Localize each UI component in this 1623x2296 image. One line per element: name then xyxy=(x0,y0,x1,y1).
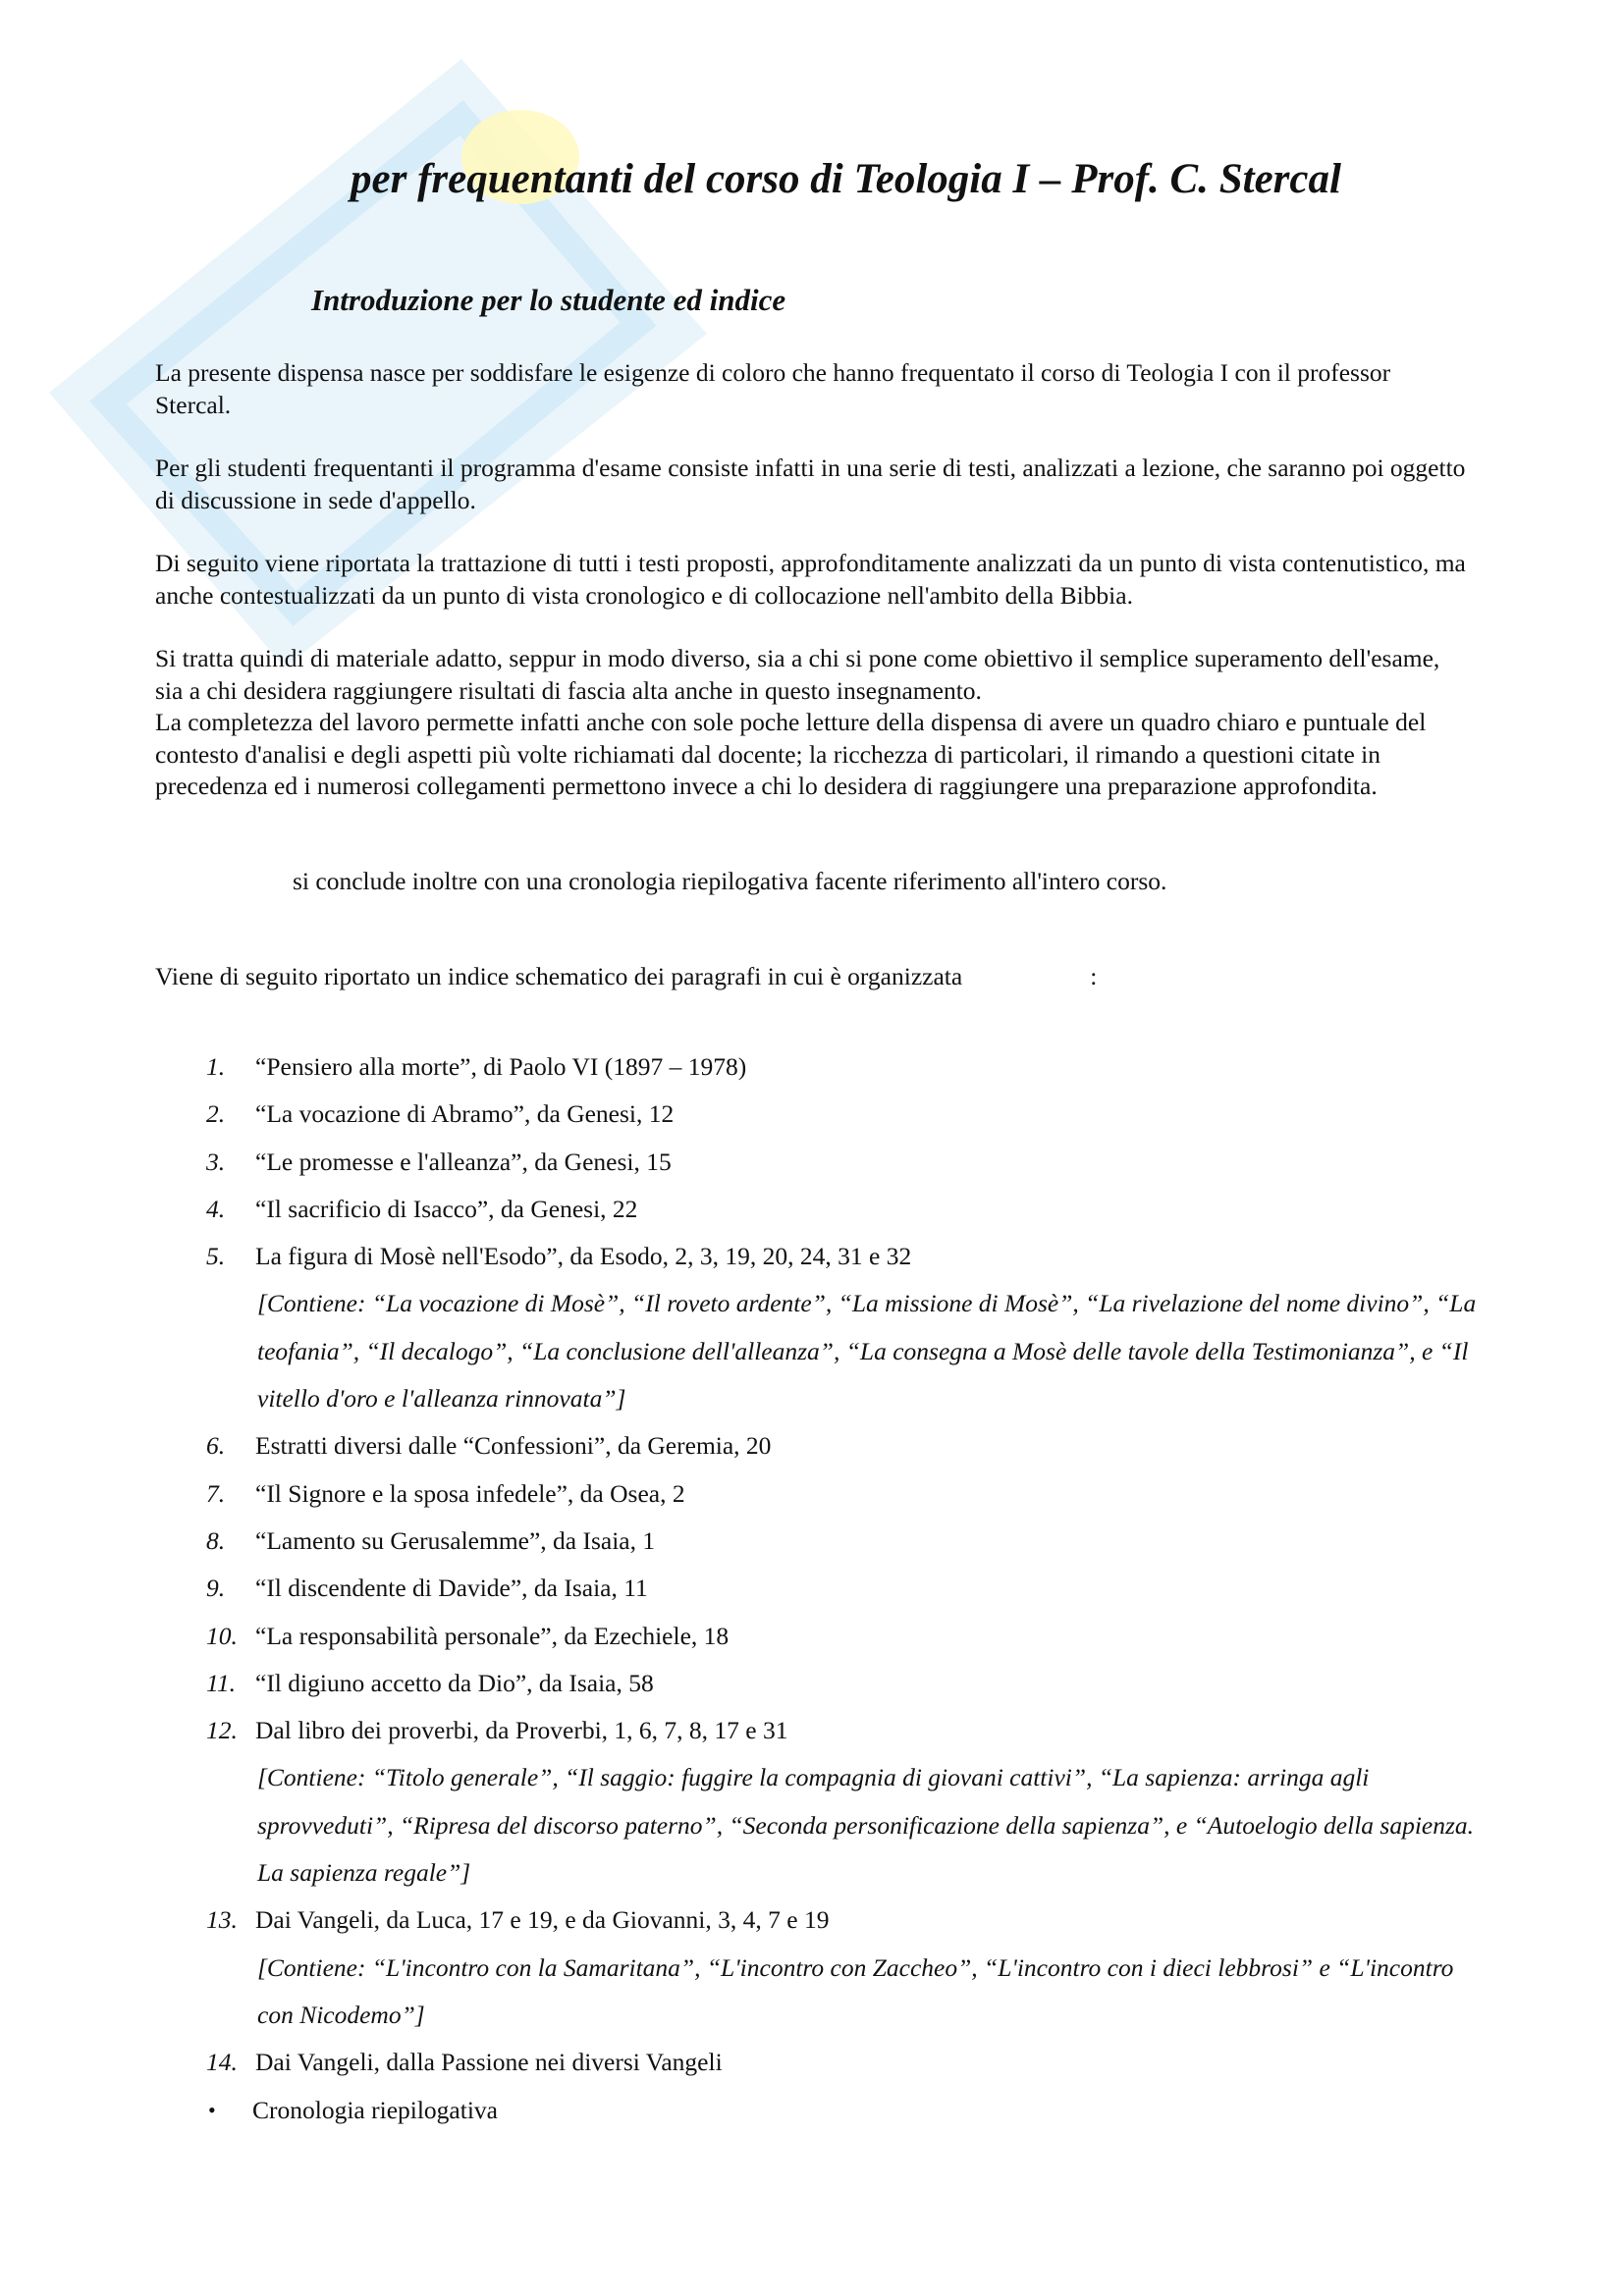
index-item xyxy=(157,1043,1492,1091)
index-item-text: “Le promesse e l'alleanza”, da Genesi, 15 xyxy=(255,1147,672,1176)
index-item-text: “Il sacrificio di Isacco”, da Genesi, 22 xyxy=(255,1194,638,1223)
index-intro-colon: : xyxy=(1090,962,1098,990)
index-item-number: 3. xyxy=(206,1147,226,1176)
index-item-text: Dai Vangeli, da Luca, 17 e 19, e da Giovanni, 3, 4, 7 e 19 xyxy=(255,1905,830,1935)
index-intro xyxy=(155,961,1471,993)
index-item-text: Dai Vangeli, dalla Passione nei diversi Vangeli xyxy=(255,2048,723,2077)
index-item-text: “Pensiero alla morte”, di Paolo VI (1897 – 1978) xyxy=(255,1052,747,1081)
index-item xyxy=(157,1613,1492,1660)
index-item xyxy=(157,1091,1492,1138)
bullet-icon: • xyxy=(208,2097,216,2122)
index-item-number: 8. xyxy=(206,1525,226,1555)
index-item-contents: [Contiene: “La vocazione di Mosè”, “Il roveto ardente”, “La missione di Mosè”, “La rivelazione del nome divino”, “La teofania”, “Il decalogo”, “La conclusione dell'alleanza”, “La consegna a Mosè delle tavole della Testimonianza”, e “Il vitello d'oro e l'alleanza rinnovata”] xyxy=(257,1289,1477,1414)
index-item-number: 4. xyxy=(206,1194,226,1223)
index-list xyxy=(157,1043,1492,2134)
index-item xyxy=(157,1470,1492,1518)
conclusion-paragraph: si conclude inoltre con una cronologia riepilogativa facente riferimento all'intero corso. xyxy=(293,867,1167,895)
index-item xyxy=(157,1896,1492,2039)
index-item-number: 7. xyxy=(206,1478,226,1508)
index-item xyxy=(157,1139,1492,1186)
index-item-text: “Il Signore e la sposa infedele”, da Osea, 2 xyxy=(255,1478,685,1508)
index-item xyxy=(157,1422,1492,1469)
intro-paragraph-4: Si tratta quindi di materiale adatto, seppur in modo diverso, sia a chi si pone come obiettivo il semplice superamento dell'esame, sia a chi desidera raggiungere risultati di fascia alta anche in questo insegnamento. xyxy=(155,644,1440,705)
index-item xyxy=(157,1565,1492,1612)
index-item-text: “Il discendente di Davide”, da Isaia, 11 xyxy=(255,1574,648,1603)
index-intro-text: Viene di seguito riportato un indice schematico dei paragrafi in cui è organizzata xyxy=(155,962,963,990)
index-item-number: 9. xyxy=(206,1574,226,1603)
index-item-text: “Lamento su Gerusalemme”, da Isaia, 1 xyxy=(255,1525,656,1555)
intro-paragraph-5: La completezza del lavoro permette infatti anche con sole poche letture della dispensa di avere un quadro chiaro e puntuale del contesto d'analisi e degli aspetti più volte richiamati dal docente; la ricchezza di particolari, il rimando a questioni citate in precedenza ed i numerosi collegamenti permettono invece a chi lo desidera di raggiungere una preparazione approfondita. xyxy=(155,708,1427,800)
index-item-text: Estratti diversi dalle “Confessioni”, da Geremia, 20 xyxy=(255,1431,772,1461)
index-item-number: 6. xyxy=(206,1431,226,1461)
index-item-text: Cronologia riepilogativa xyxy=(252,2095,498,2124)
index-item-number: 11. xyxy=(206,1668,236,1697)
index-item xyxy=(157,1518,1492,1565)
document-title: per frequentanti del corso di Teologia I – Prof. C. Stercal xyxy=(351,156,1341,202)
intro-paragraph-3: Di seguito viene riportata la trattazione di tutti i testi proposti, approfonditamente analizzati da un punto di vista contenutistico, ma anche contestualizzati da un punto di vista cronologico e di collocazione nell'ambito della Bibbia. xyxy=(155,549,1466,610)
index-item xyxy=(157,1707,1492,1896)
section-subtitle: Introduzione per lo studente ed indice xyxy=(311,283,786,317)
index-item-number: 14. xyxy=(206,2048,238,2077)
index-item-text: “La responsabilità personale”, da Ezechiele, 18 xyxy=(255,1621,730,1650)
index-item-text: “Il digiuno accetto da Dio”, da Isaia, 58 xyxy=(255,1668,654,1697)
intro-paragraph-1: La presente dispensa nasce per soddisfare le esigenze di coloro che hanno frequentato il corso di Teologia I con il professor Stercal. xyxy=(155,358,1391,419)
index-item-number: 10. xyxy=(206,1621,238,1650)
index-item xyxy=(157,1660,1492,1707)
index-item-final xyxy=(157,2087,1492,2134)
index-item-contents: [Contiene: “Titolo generale”, “Il saggio: fuggire la compagnia di giovani cattivi”, “La sapienza: arringa agli sprovveduti”, “Ripresa del discorso paterno”, “Seconda personificazione della sapienza”, e “Autoelogio della sapienza. La sapienza regale”] xyxy=(257,1763,1475,1888)
index-item-number: 13. xyxy=(206,1905,238,1935)
index-item-number: 2. xyxy=(206,1099,226,1129)
index-item xyxy=(157,1233,1492,1422)
index-item-number: 12. xyxy=(206,1716,238,1745)
index-item-text: “La vocazione di Abramo”, da Genesi, 12 xyxy=(255,1099,675,1129)
index-item xyxy=(157,2039,1492,2086)
index-item-number: 1. xyxy=(206,1052,226,1081)
index-item-number: 5. xyxy=(206,1242,226,1271)
index-item-text: Dal libro dei proverbi, da Proverbi, 1, 6, 7, 8, 17 e 31 xyxy=(255,1716,788,1745)
index-item-text: La figura di Mosè nell'Esodo”, da Esodo, 2, 3, 19, 20, 24, 31 e 32 xyxy=(255,1242,912,1271)
index-item-contents: [Contiene: “L'incontro con la Samaritana”, “L'incontro con Zaccheo”, “L'incontro con i dieci lebbrosi” e “L'incontro con Nicodemo”] xyxy=(257,1952,1454,2029)
intro-paragraph-2: Per gli studenti frequentanti il programma d'esame consiste infatti in una serie di testi, analizzati a lezione, che saranno poi oggetto di discussione in sede d'appello. xyxy=(155,454,1466,514)
index-item xyxy=(157,1186,1492,1233)
